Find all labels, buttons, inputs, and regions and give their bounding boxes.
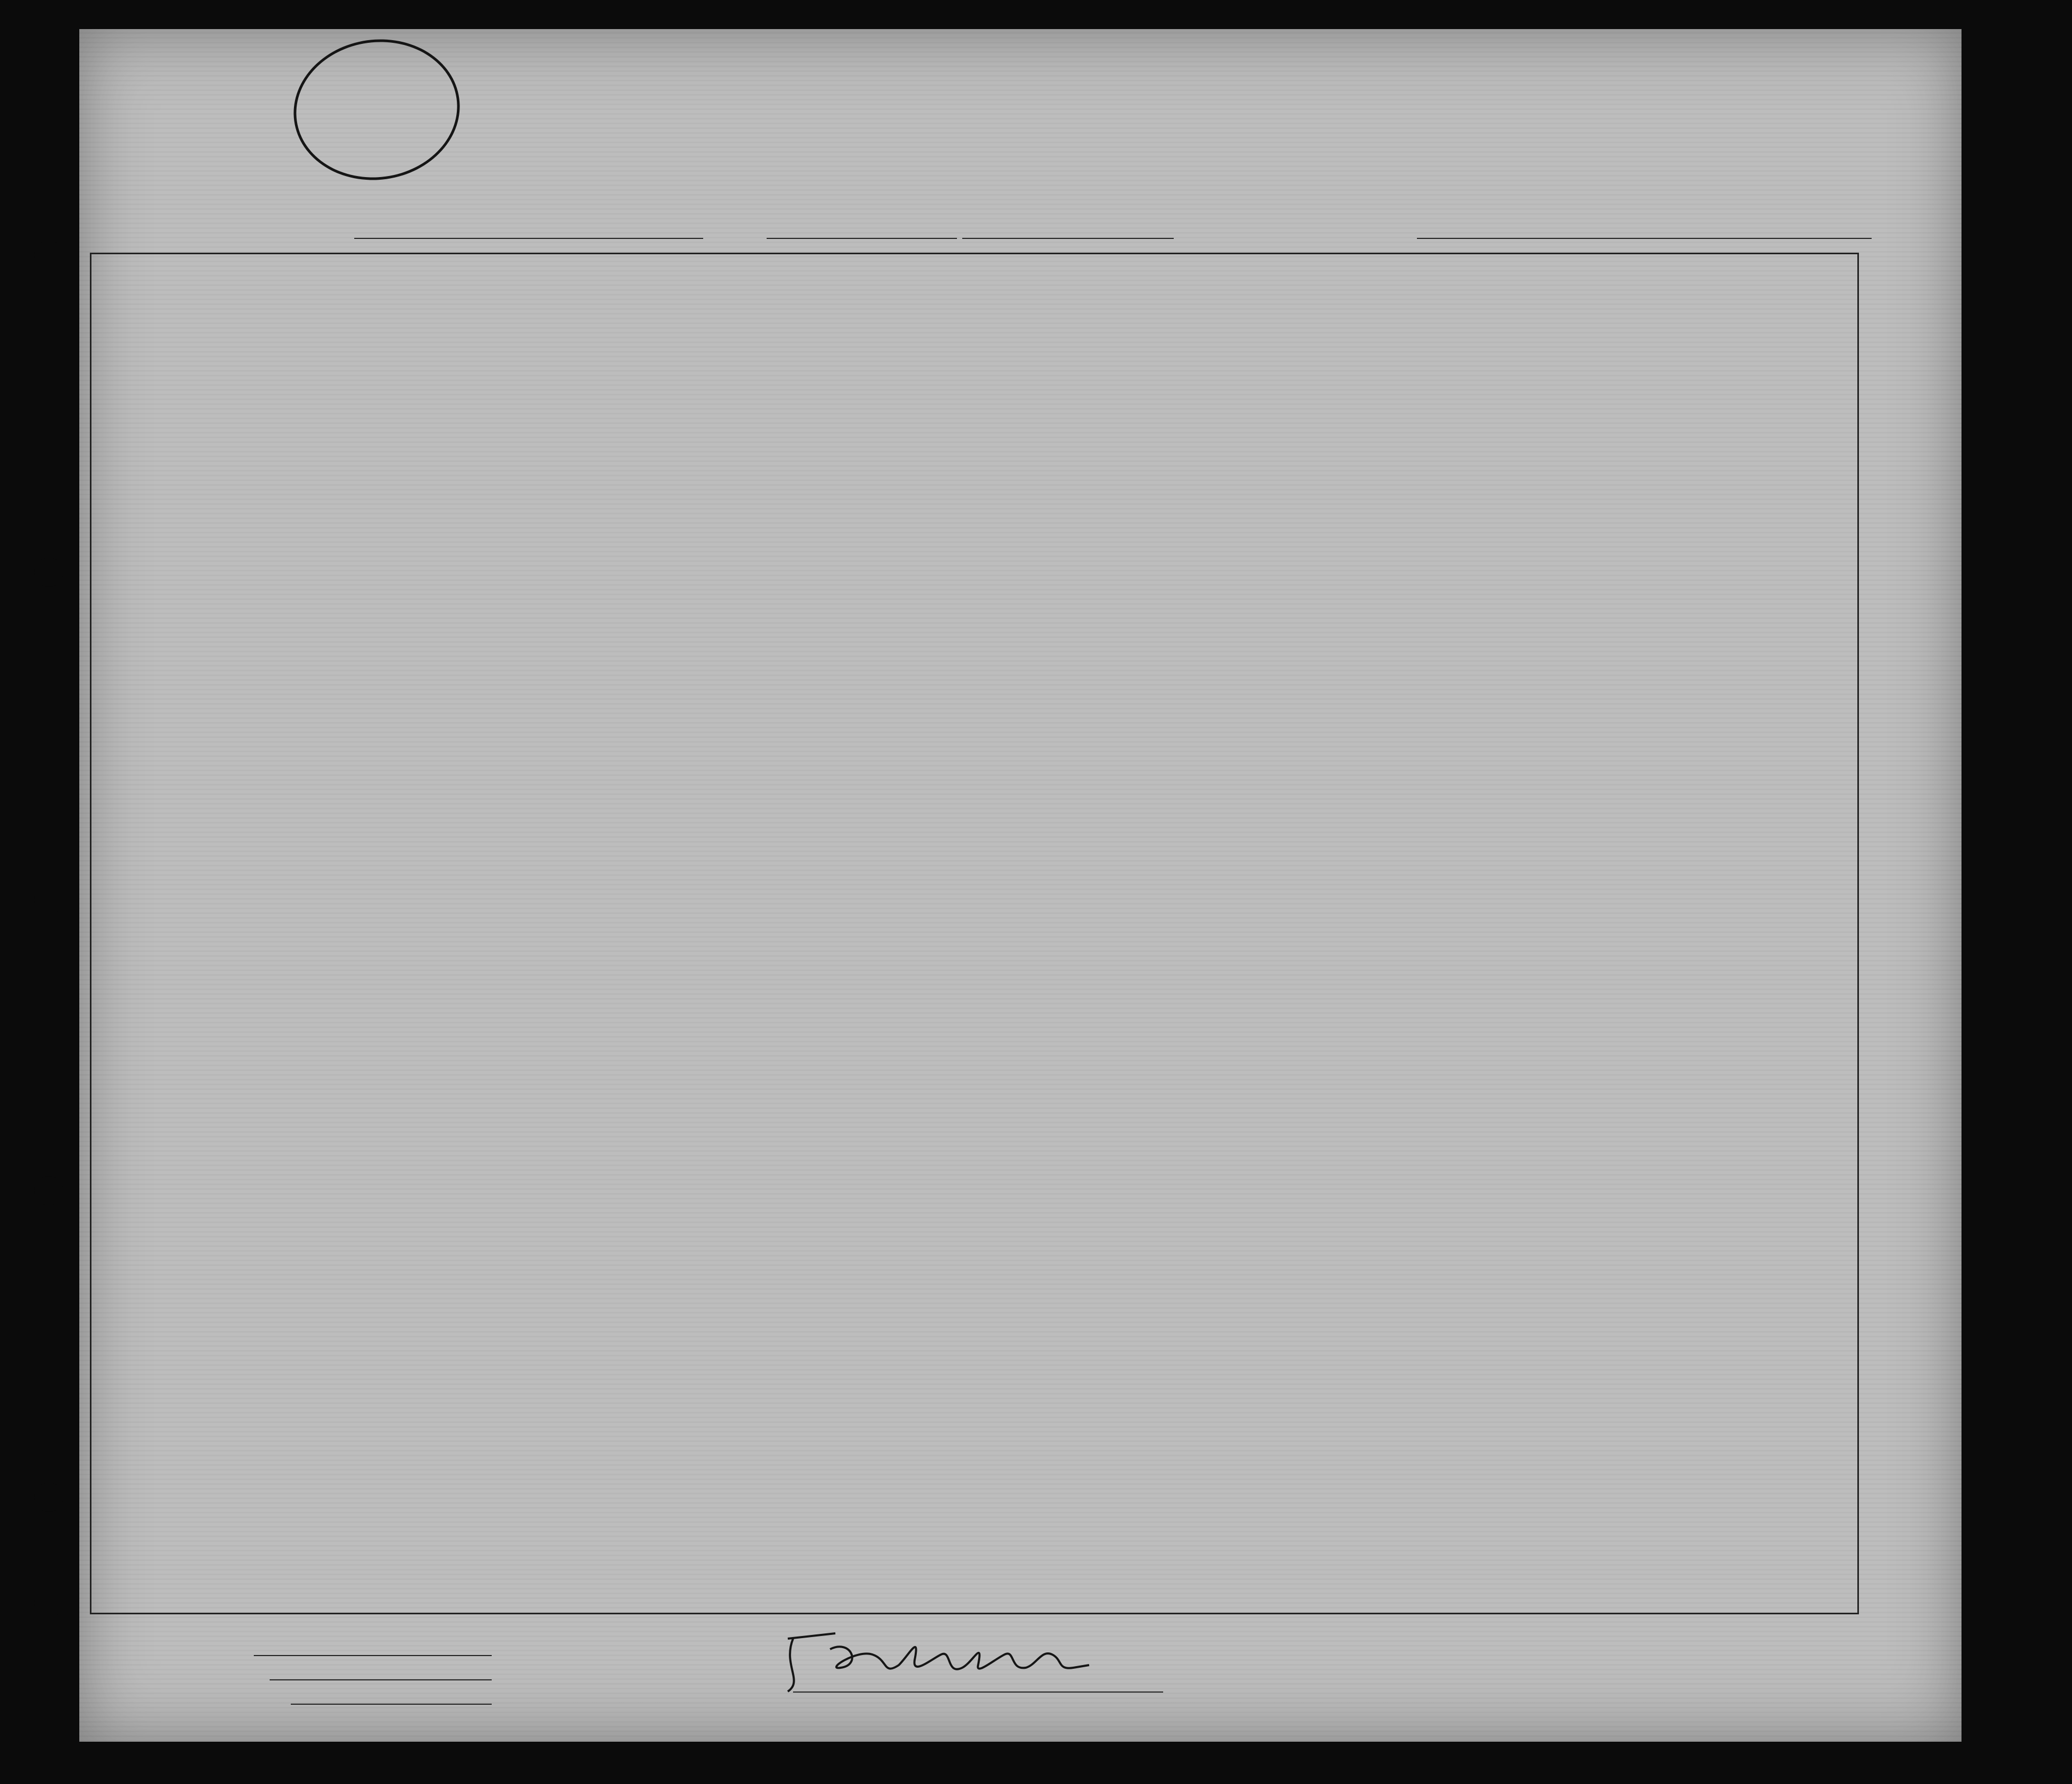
punch-hole <box>34 1176 63 1205</box>
inspector-signature <box>772 1617 1142 1697</box>
punch-hole <box>34 1483 63 1512</box>
punch-hole <box>34 241 63 270</box>
punch-hole <box>34 558 63 587</box>
vessel-row <box>201 217 1872 243</box>
punch-hole <box>34 1588 63 1617</box>
punch-hole <box>34 885 63 914</box>
crew-table <box>90 253 1859 1614</box>
